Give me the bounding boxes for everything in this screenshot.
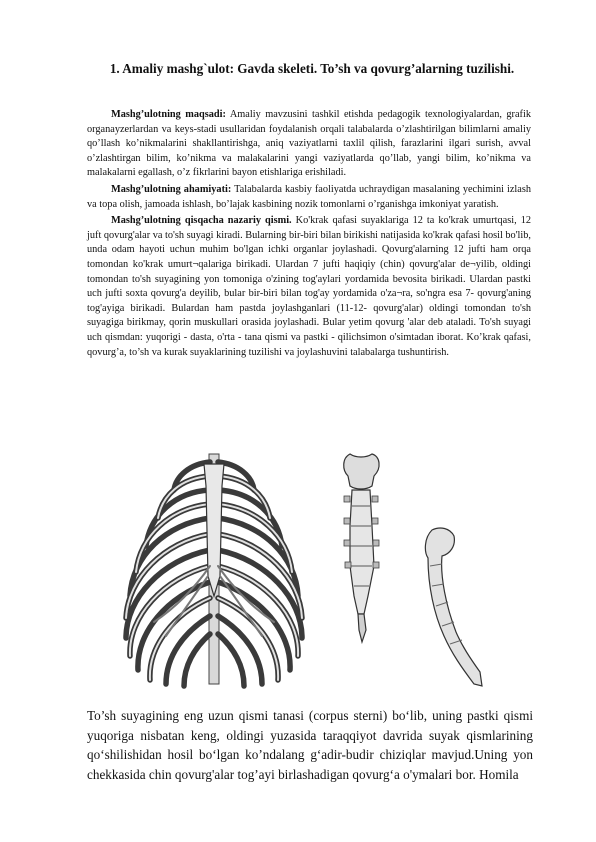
paragraph-theory: [87, 214, 531, 360]
paragraph-text: Talabalarda kasbiy faoliyatda uchraydigan masalaning yechimini izlash va topa olish, jamoada ishlash, bo’lajak kasbining nozik tomonlarni o’rganishga imkoniyat yaratish.: [87, 183, 532, 210]
paragraph-importance: [87, 183, 531, 212]
paragraph-label: Mashg’ulotning maqsadi:: [111, 109, 226, 120]
paragraph-label: Mashg’ulotning qisqacha nazariy qismi.: [111, 215, 292, 227]
paragraph-label: Mashg’ulotning ahamiyati:: [111, 183, 232, 195]
paragraph-text: Amaliy mavzusini tashkil etishda pedagogik texnologiyalardan, grafik organayzerlardan va keys-stadi usullaridan foydalanish orqali talabalarda o’zlashtirilgan bilimlarni amaliy qo’llash ko’nikmalarini shakllantirishga, aniq vaziyatlarni taxlil qilish, farazlarini ilgari surish, avval o’zlashtirgan bilim, ko’nikma va malakalarini yangi vaziyatlarda qo’llab, yangi bilim, ko’nikma va malakalarni egallash, o’z fikrlarini bayon etishlariga erishiladi.: [87, 109, 531, 179]
page-title: 1. Amaliy mashg`ulot: Gavda skeleti. To’sh va qovurg’alarning tuzilishi.: [109, 61, 515, 76]
sternum-side-illustration: [425, 528, 482, 686]
sternum-front-illustration: [344, 454, 379, 642]
anatomy-figure: [110, 446, 530, 698]
rib-cage-illustration: [126, 454, 302, 686]
body-text: [87, 108, 531, 362]
paragraph-text: Ko'krak qafasi suyaklariga 12 ta ko'krak umurtqasi, 12 juft qovurg'alar va to'sh suyagi kiradi. Bularning bir-biri bilan birikishi natijasida ko'krak qafasi hosil bo'lib, unda odam hayoti uchun muhim bo'lgan ichki organlar joylashadi. Qovurg'alarning 12 jufti ham orqa tomondan ko'krak umurt¬qalariga birikadi. Ulardan 7 jufti haqiqiy (chin) qovurg'alar de¬yilib, oldingi tomondan to'sh suyagining yon tomoniga o'zining tog'aylari yordamida bevosita birikadi. Ulardan pastki uch jufti soxta qovurg'a deyilib, bular bir-biri bilan tog'ay yordamida o'za¬ra, so'ngra esa 7- qovurg'aning tog'ayiga birikadi. Bulardan ham pastda joylashganlari (11-12- qovurg'alar) oldingi tomondan to'sh suyagiga birikmay, qorin muskullari orasida joylashadi. Bular yetim qovurg 'alar deb ataladi. To'sh suyagi uch qismdan: yuqorigi - dasta, o'rta - tana qismi va pastki - qilichsimon o'simtadan iborat. Ko’krak qafasi, qovurg’a, to’sh va kurak suyaklarining tuzilishi va joylashuvini talabalarga tushuntirish.: [87, 215, 531, 358]
bottom-paragraph: To’sh suyagining eng uzun qismi tanasi (corpus sterni) bo‘lib, uning pastki qismi yuqoriga nisbatan keng, oldingi yuzasida taraqqiyot davrida suyak qismlarining qo‘shilishidan hosil bo‘lgan ko’ndalang g‘adir-budir chiziqlar mavjud.Uning yon chekkasida chin qovurg'alar tog’ayi birlashadigan qovurg‘a o'ymalari bor. Homila: [87, 708, 533, 782]
paragraph-goal: [87, 108, 531, 181]
